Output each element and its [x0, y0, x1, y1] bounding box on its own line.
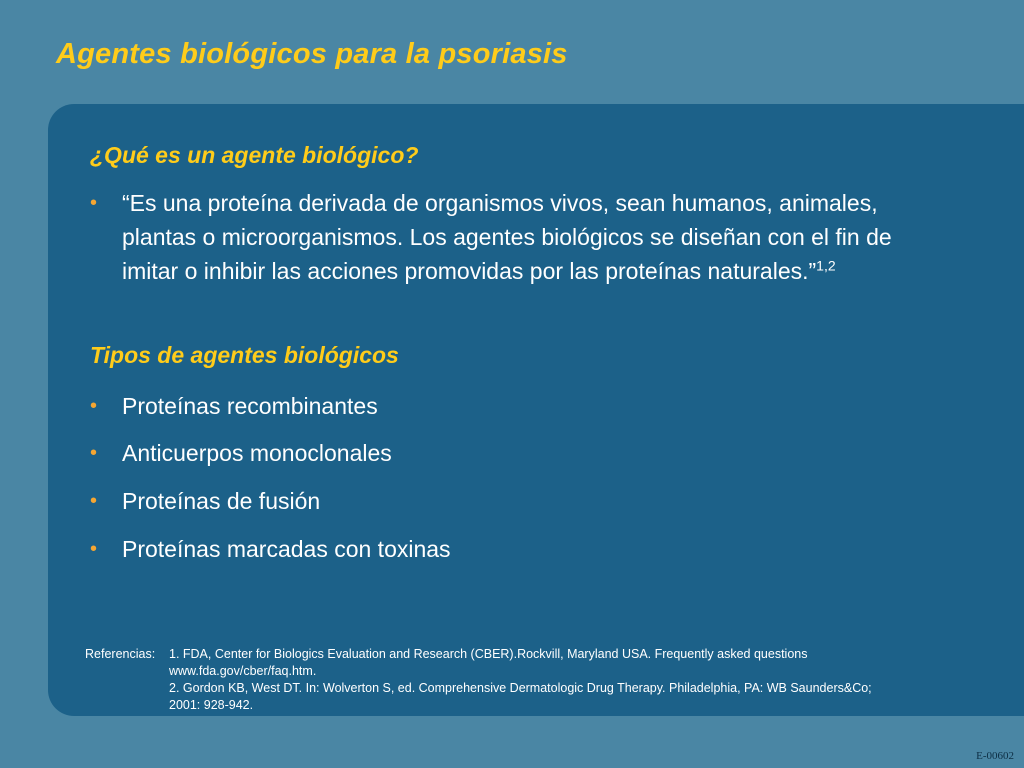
bullet-icon: •	[90, 192, 98, 214]
reference-line: 2001: 928-942.	[169, 698, 254, 712]
bullet-icon: •	[90, 538, 98, 560]
bullet-icon: •	[90, 442, 98, 464]
definition-bullet	[90, 186, 952, 288]
list-item	[90, 532, 451, 566]
list-item-text: Proteínas recombinantes	[122, 393, 378, 419]
reference-line: 1. FDA, Center for Biologics Evaluation and Research (CBER).Rockvill, Maryland USA. Frequently asked questions	[169, 647, 808, 661]
list-item	[90, 484, 320, 518]
list-item-text: Proteínas de fusión	[122, 488, 321, 514]
reference-line: www.fda.gov/cber/faq.htm.	[169, 664, 317, 678]
list-item	[90, 436, 392, 470]
references-label: Referencias:	[85, 647, 156, 661]
list-item-text: Proteínas marcadas con toxinas	[122, 536, 451, 562]
slide-code: E-00602	[976, 750, 1014, 762]
slide-title: Agentes biológicos para la psoriasis	[56, 38, 568, 70]
bullet-icon: •	[90, 490, 98, 512]
section-heading-definition: ¿Qué es un agente biológico?	[90, 142, 419, 168]
definition-quote-text: “Es una proteína derivada de organismos vivos, sean humanos, animales, plantas o microorganismos. Los agentes biológicos se diseñan con el fin de imitar o inhibir las acciones promovidas por las proteínas naturales.”	[122, 190, 892, 284]
definition-quote	[122, 186, 952, 288]
list-item-text: Anticuerpos monoclonales	[122, 440, 392, 466]
reference-line: 2. Gordon KB, West DT. In: Wolverton S, ed. Comprehensive Dermatologic Drug Therapy. Philadelphia, PA: WB Saunders&Co;	[169, 681, 872, 695]
references	[85, 646, 872, 714]
citation-superscript: 1,2	[816, 257, 836, 274]
bullet-icon: •	[90, 395, 98, 417]
list-item	[90, 389, 378, 423]
section-heading-types: Tipos de agentes biológicos	[90, 342, 399, 368]
